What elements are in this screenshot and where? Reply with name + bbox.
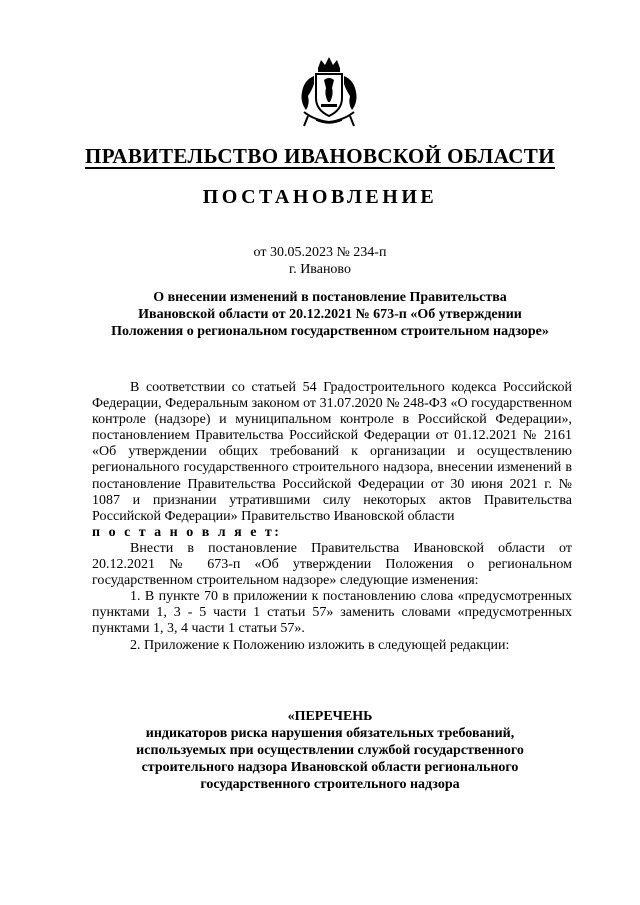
heading-line: Ивановской области от 20.12.2021 № 673-п «Об утверждении [138, 307, 522, 322]
document-meta [0, 244, 640, 278]
decree-paragraph [92, 525, 572, 541]
government-title: ПРАВИТЕЛЬСТВО ИВАНОВСКОЙ ОБЛАСТИ [85, 144, 555, 168]
document-heading [90, 289, 570, 340]
list-title [90, 708, 570, 793]
ivanovo-coat-of-arms-icon [294, 54, 364, 130]
item-2-paragraph: 2. Приложение к Положению изложить в следующей редакции: [130, 637, 510, 653]
list-title-line: строительного надзора Ивановской области регионального [141, 760, 519, 775]
heading-line: О внесении изменений в постановление Правительства [153, 290, 507, 305]
list-title-line: индикаторов риска нарушения обязательных требований, [145, 726, 515, 741]
city: г. Иваново [289, 262, 351, 277]
list-title-line: государственного строительного надзора [200, 777, 460, 792]
intro-paragraph: Внести в постановление Правительства Ивановской области от 20.12.2021 № 673-п «Об утверждении Положения о региональном государственном строительном надзоре» следующие изменения: [92, 540, 572, 589]
document-type: ПОСТАНОВЛЕНИЕ [202, 186, 438, 208]
list-title-line: «ПЕРЕЧЕНЬ [287, 709, 373, 724]
decree-word: п о с т а н о в л я е т: [92, 524, 282, 540]
preamble-paragraph: В соответствии со статьей 54 Градостроительного кодекса Российской Федерации, Федеральным законом от 31.07.2020 № 248-ФЗ «О государственном контроле (надзоре) и муниципальном контроле в Российской Федерации», постановлением Правительства Российской Федерации от 01.12.2021 № 2161 «Об утверждении общих требований к организации и осуществлению регионального государственного строительного надзора, внесении изменений в постановление Правительства Российской Федерации от 30 июня 2021 г. № 1087 и признании утратившими силу некоторых актов Правительства Российской Федерации» Правительство Ивановской области [92, 380, 572, 524]
document-body [92, 380, 572, 654]
date-number: от 30.05.2023 № 234-п [253, 245, 387, 260]
list-title-line: используемых при осуществлении службой государственного [136, 743, 524, 758]
item-1-paragraph: 1. В пункте 70 в приложении к постановлению слова «предусмотренных пунктами 1, 3 - 5 части 1 статьи 57» заменить словами «предусмотренных пунктами 1, 3, 4 части 1 статьи 57». [92, 589, 572, 637]
heading-line: Положения о региональном государственном строительном надзоре» [111, 324, 549, 339]
